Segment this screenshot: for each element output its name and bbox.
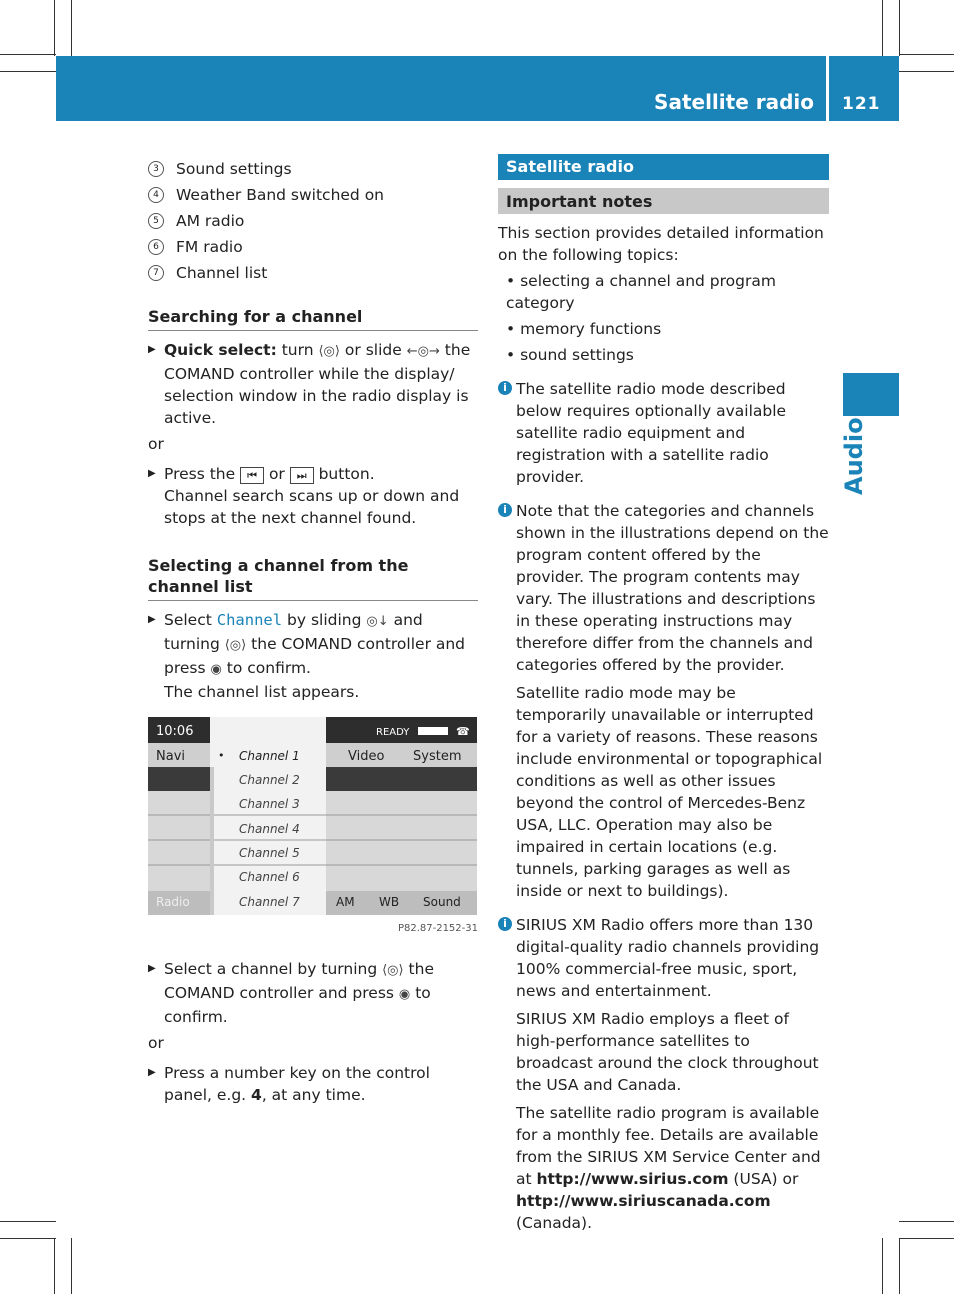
screen-sound: Sound: [423, 895, 461, 909]
info-text: (USA) or: [733, 1170, 799, 1188]
bullet-text: sound settings: [520, 346, 634, 364]
step-text: , at any time.: [261, 1086, 366, 1104]
screen-channel: Channel 7: [239, 895, 300, 909]
bullet-item: • sound settings: [506, 346, 634, 364]
screen-channel: Channel 1: [239, 749, 300, 763]
step-text: Press a number key on the control panel, e.g.: [164, 1064, 430, 1104]
instruction-step: [148, 339, 478, 429]
sirius-link[interactable]: http://www.sirius.com: [536, 1170, 729, 1188]
crop-mark: [71, 0, 72, 56]
radio-screen-image: [148, 717, 477, 915]
legend-item: [148, 234, 478, 260]
screen-wb: WB: [379, 895, 400, 909]
info-text: (Canada).: [516, 1214, 593, 1232]
step-text: and turning: [164, 611, 423, 653]
screen-channel: Channel 3: [239, 797, 300, 811]
crop-mark: [899, 54, 954, 55]
image-caption: P82.87-2152-31: [397, 923, 478, 934]
info-text: SIRIUS XM Radio offers more than 130 digital-quality radio channels providing 100% commercial-free music, sport, news and entertainment.: [516, 916, 820, 1000]
subsection-bar: Important notes: [498, 188, 829, 214]
section-heading: Selecting a channel from the channel list: [148, 555, 478, 601]
bullet-text: memory functions: [520, 320, 662, 338]
left-column: [148, 156, 478, 1106]
legend-item: [148, 182, 478, 208]
legend-text: Sound settings: [176, 160, 292, 178]
info-text: The satellite radio mode described below requires optionally available satellite radio equipment and registration with a satellite radio provider.: [516, 380, 787, 486]
legend-text: Weather Band switched on: [176, 186, 385, 204]
step-text: the COMAND controller while the display/ selection window in the radio display is active.: [164, 341, 471, 427]
info-note: [498, 914, 829, 1002]
legend-text: Channel list: [176, 264, 268, 282]
info-text: The satellite radio program is available for a monthly fee. Details are available from the SIRIUS XM Service Center and at: [516, 1104, 821, 1188]
signal-icon: [418, 727, 448, 735]
side-tab-label: Audio: [840, 417, 868, 495]
step-text: the COMAND controller and press: [164, 635, 466, 677]
crop-mark: [71, 1238, 72, 1294]
screen-channel: Channel 5: [239, 846, 300, 860]
info-icon: i: [498, 917, 512, 931]
crop-mark: [882, 0, 883, 56]
step-text: turn: [281, 341, 314, 359]
instruction-step: [148, 958, 478, 1028]
info-paragraph: SIRIUS XM Radio employs a fleet of high-performance satellites to broadcast around the clock throughout the USA and Canada.: [516, 1010, 819, 1094]
legend-item: [148, 156, 478, 182]
page-title: Satellite radio: [654, 90, 814, 114]
step-text: to confirm.: [226, 659, 311, 677]
crop-mark: [899, 0, 900, 56]
channel-display-text: Channel: [216, 611, 283, 629]
bullet-item: • selecting a channel and program category: [506, 272, 776, 312]
or-text: or: [148, 435, 164, 453]
instruction-step: [148, 1062, 478, 1106]
controller-turn-icon: ⟨◎⟩: [318, 344, 340, 359]
right-column: [498, 154, 829, 1234]
legend-text: FM radio: [176, 238, 243, 256]
instruction-step: [148, 463, 478, 529]
section-heading: Searching for a channel: [148, 306, 478, 331]
step-text: Press the: [164, 465, 236, 483]
number-circle-icon: 6: [148, 239, 164, 255]
skip-forward-icon: ⏭: [290, 467, 314, 484]
crop-mark: [882, 1238, 883, 1294]
header-separator: [826, 56, 829, 121]
bullet-text: selecting a channel and program category: [506, 272, 776, 312]
screen-system: System: [413, 749, 462, 764]
number-circle-icon: 4: [148, 187, 164, 203]
step-text: or slide: [344, 341, 402, 359]
section-bar: Satellite radio: [498, 154, 829, 180]
crop-mark: [54, 0, 55, 56]
instruction-step: [148, 609, 478, 703]
info-icon: i: [498, 381, 512, 395]
step-text: to confirm.: [164, 984, 431, 1026]
step-text: Select: [164, 611, 212, 629]
info-icon: i: [498, 503, 512, 517]
sirius-canada-link[interactable]: http://www.siriuscanada.com: [516, 1192, 771, 1210]
screen-video: Video: [348, 749, 385, 764]
legend-item: [148, 208, 478, 234]
legend-text: AM radio: [176, 212, 245, 230]
legend-item: [148, 260, 478, 286]
skip-back-icon: ⏮: [240, 467, 264, 484]
crop-mark: [54, 1238, 55, 1294]
screen-navi: Navi: [156, 749, 185, 764]
screen-status: READY: [376, 727, 410, 738]
screen-time: 10:06: [156, 724, 194, 739]
crop-mark: [0, 54, 56, 55]
screen-channel: Channel 2: [239, 773, 300, 787]
bullet-item: • memory functions: [506, 320, 662, 338]
side-tab: [843, 373, 899, 416]
step-text: the COMAND controller and press: [164, 960, 434, 1002]
crop-mark: [899, 1238, 900, 1294]
controller-press-icon: ◉: [210, 662, 222, 677]
screen-channel: Channel 6: [239, 870, 300, 884]
step-text: or: [268, 465, 285, 483]
info-note: [498, 378, 829, 488]
step-text: button.: [318, 465, 375, 483]
screen-radio: Radio: [156, 895, 190, 909]
info-paragraph: [498, 1102, 829, 1234]
legend-list: [148, 156, 478, 286]
crop-mark: [0, 71, 56, 72]
info-note: [498, 500, 829, 676]
radio-screen-svg: [148, 717, 477, 915]
controller-turn-icon: ⟨◎⟩: [382, 963, 404, 978]
selection-dot-icon: •: [218, 749, 225, 762]
number-circle-icon: 7: [148, 265, 164, 281]
number-circle-icon: 5: [148, 213, 164, 229]
or-text: or: [148, 1034, 164, 1052]
number-circle-icon: 3: [148, 161, 164, 177]
page-number: 121: [842, 94, 881, 114]
info-text: Note that the categories and channels shown in the illustrations depend on the program content offered by the provider. The program contents may vary. The illustrations and descriptions in these operating instructions may therefore differ from the channels and categories offered by the provider.: [516, 502, 829, 674]
step-text: The channel list appears.: [164, 683, 360, 701]
step-label: Quick select:: [164, 341, 277, 359]
step-text: by sliding: [287, 611, 362, 629]
crop-mark: [899, 71, 954, 72]
crop-mark: [899, 1221, 954, 1222]
intro-paragraph: This section provides detailed information on the following topics:: [498, 224, 824, 264]
controller-turn-icon: ⟨◎⟩: [224, 638, 247, 653]
info-paragraph: Satellite radio mode may be temporarily unavailable or interrupted for a variety of reasons. These reasons include environmental or topographical conditions as well as other issues beyond the control of Mercedes-Benz USA, LLC. Operation may also be impaired in certain locations (e.g. tunnels, parking garages as well as inside or next to buildings).: [516, 684, 823, 900]
crop-mark: [0, 1221, 56, 1222]
screen-am: AM: [336, 895, 355, 909]
screen-channel: Channel 4: [239, 822, 300, 836]
controller-slide-icon: ←◎→: [406, 344, 440, 359]
step-text: Channel search scans up or down and stops at the next channel found.: [164, 487, 460, 527]
crop-mark: [0, 1238, 56, 1239]
controller-press-icon: ◉: [398, 987, 411, 1002]
phone-icon: ☎: [456, 725, 470, 738]
controller-slide-down-icon: ◎↓: [366, 614, 389, 629]
step-text: Select a channel by turning: [164, 960, 378, 978]
crop-mark: [899, 1238, 954, 1239]
number-key: 4: [251, 1086, 262, 1104]
